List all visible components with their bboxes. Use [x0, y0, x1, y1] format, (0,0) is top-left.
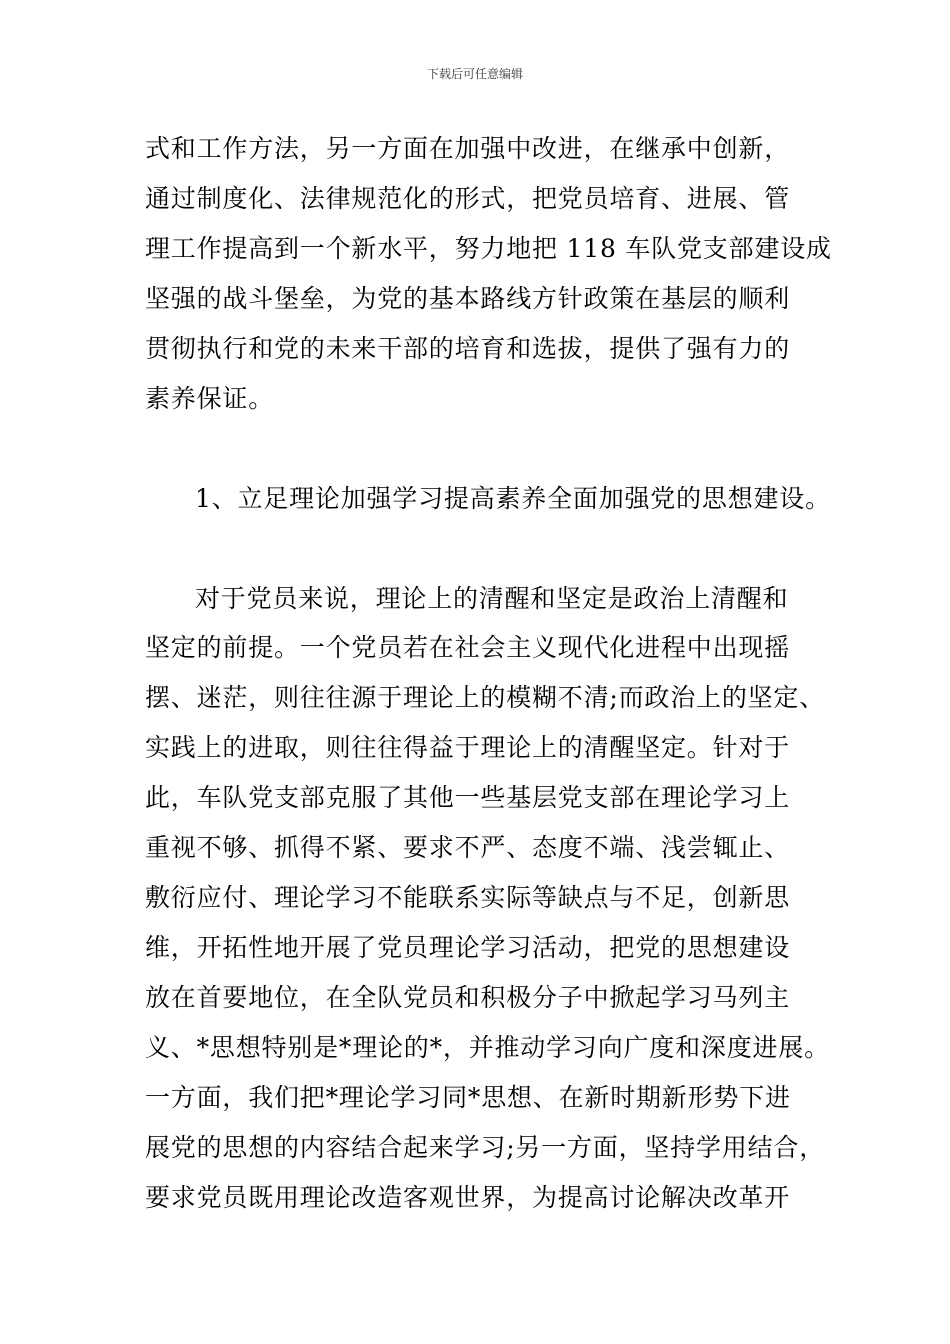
- text-line: 维，开拓性地开展了党员理论学习活动，把党的思想建设: [145, 933, 791, 962]
- text-line: 理工作提高到一个新水平，努力地把 118 车队党支部建设成: [145, 234, 832, 263]
- text-line: 展党的思想的内容结合起来学习;另一方面，坚持学用结合，: [145, 1133, 826, 1162]
- text-line: 实践上的进取，则往往得益于理论上的清醒坚定。针对于: [145, 733, 791, 762]
- text-line: 式和工作方法，另一方面在加强中改进，在继承中创新，: [145, 134, 791, 163]
- text-line: 此，车队党支部克服了其他一些基层党支部在理论学习上: [145, 783, 791, 812]
- text-line: 要求党员既用理论改造客观世界，为提高讨论解决改革开: [145, 1183, 791, 1212]
- text-line: 贯彻执行和党的未来干部的培育和选拔，提供了强有力的: [145, 334, 791, 363]
- text-line: 对于党员来说，理论上的清醒和坚定是政治上清醒和: [195, 584, 789, 613]
- text-line: 摆、迷茫，则往往源于理论上的模糊不清;而政治上的坚定、: [145, 683, 826, 712]
- text-line: 放在首要地位，在全队党员和积极分子中掀起学习马列主: [145, 983, 791, 1012]
- text-line: 敷衍应付、理论学习不能联系实际等缺点与不足，创新思: [145, 883, 791, 912]
- text-line: 重视不够、抓得不紧、要求不严、态度不端、浅尝辄止、: [145, 833, 791, 862]
- text-line: 通过制度化、法律规范化的形式，把党员培育、进展、管: [145, 184, 791, 213]
- text-line: 坚定的前提。一个党员若在社会主义现代化进程中出现摇: [145, 633, 791, 662]
- page-header: 下载后可任意编辑: [426, 67, 523, 81]
- heading-line: 1、立足理论加强学习提高素养全面加强党的思想建设。: [195, 484, 831, 513]
- text-line: 坚强的战斗堡垒，为党的基本路线方针政策在基层的顺利: [145, 284, 791, 313]
- text-line: 义、*思想特别是*理论的*，并推动学习向广度和深度进展。: [145, 1033, 830, 1062]
- text-line: 素养保证。: [145, 384, 275, 413]
- text-line: 一方面，我们把*理论学习同*思想、在新时期新形势下进: [145, 1083, 791, 1112]
